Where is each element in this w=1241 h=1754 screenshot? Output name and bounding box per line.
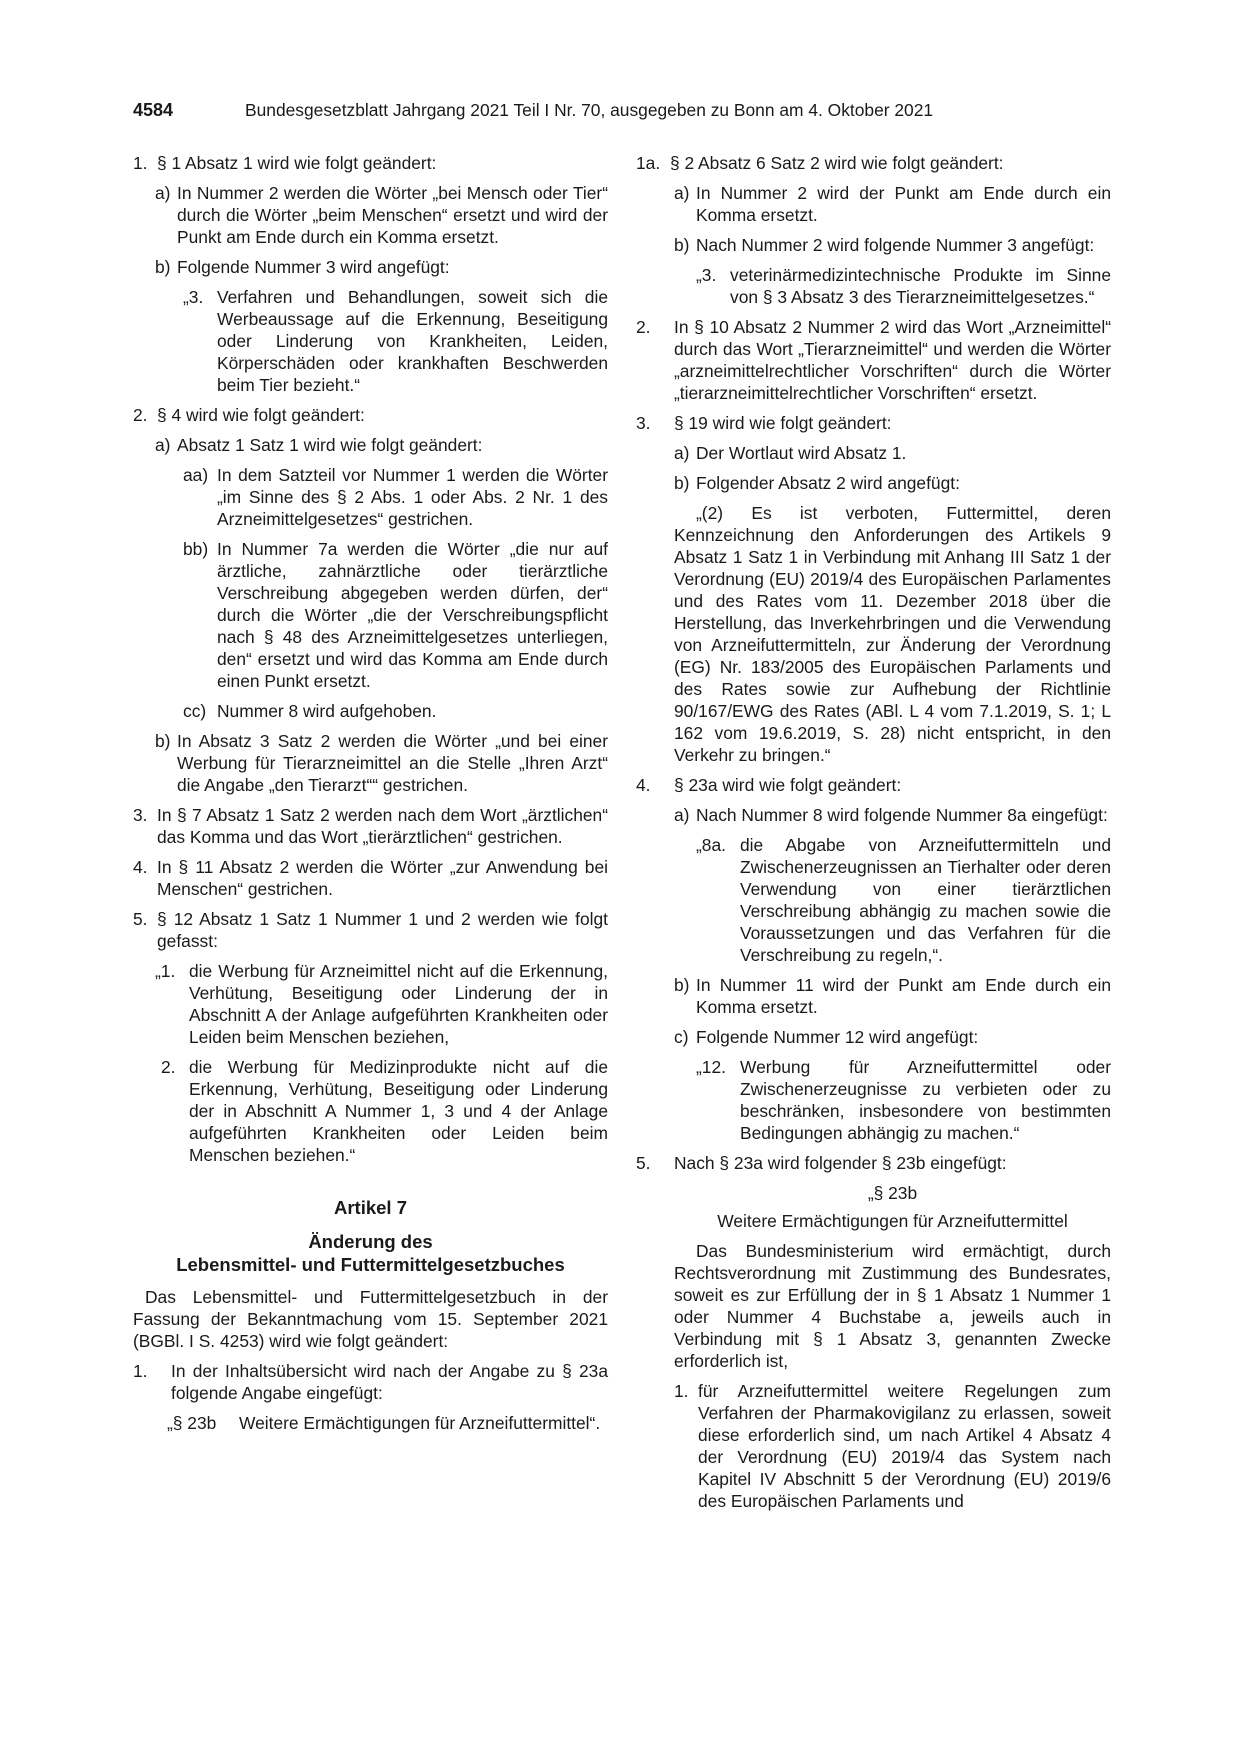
item-text: Werbung für Arzneifuttermittel oder Zwischenerzeugnisse zu verbieten oder zu beschränken, insbesondere von bestimmten Bedingungen abhängig zu machen.“ [740, 1057, 1111, 1143]
item-text: In der Inhaltsübersicht wird nach der Angabe zu § 23a folgende Angabe eingefügt: [171, 1361, 608, 1403]
item-text: In Nummer 7a werden die Wörter „die nur auf ärztliche, zahnärztliche oder tierärztliche Verschreibung abgegeben werden dürfen, der“ durch die Wörter „die der Verschreibungspflicht nach § 48 des Arzneimittelgesetzes unterliegen, den“ ersetzt und wird das Komma am Ende durch einen Punkt ersetzt. [217, 539, 608, 691]
item-text: für Arzneifuttermittel weitere Regelungen zum Verfahren der Pharmakovigilanz zu erlassen, soweit diese erforderlich sind, um nach Artikel 4 Absatz 4 der Verordnung (EU) 2019/4 das System nach Kapitel IV Abschnitt 5 der Verordnung (EU) 2019/6 des Europäischen Parlaments und [698, 1381, 1111, 1511]
item-text: In Nummer 2 wird der Punkt am Ende durch ein Komma ersetzt. [696, 183, 1111, 225]
list-item [155, 730, 608, 796]
item-label: „1. [155, 961, 176, 981]
item-text: Folgender Absatz 2 wird angefügt: [696, 473, 960, 493]
quoted-item [155, 960, 608, 1048]
item-text: In § 10 Absatz 2 Nummer 2 wird das Wort „Arzneimittel“ durch das Wort „Tierarzneimittel“ und werden die Wörter „arzneimittelrechtlicher Vorschriften“ durch die Wörter „tierarzneimittelrechtlicher Vorschriften“ ersetzt. [674, 317, 1111, 403]
item-label: c) [674, 1027, 689, 1047]
item-text: In Nummer 2 werden die Wörter „bei Mensch oder Tier“ durch die Wörter „beim Menschen“ ersetzt und wird der Punkt am Ende durch ein Komma ersetzt. [177, 183, 608, 247]
list-item [636, 1152, 1111, 1174]
item-text: Nach § 23a wird folgender § 23b eingefügt: [674, 1153, 1007, 1173]
section-heading: „§ 23b [867, 1183, 918, 1203]
quoted-item [696, 264, 1111, 308]
item-label: a) [674, 805, 690, 825]
item-text: § 1 Absatz 1 wird wie folgt geändert: [157, 153, 437, 173]
item-text: § 19 wird wie folgt geändert: [674, 413, 892, 433]
list-item [674, 1380, 1111, 1512]
list-item [674, 442, 1111, 464]
article-subtitle [133, 1230, 608, 1276]
page-number: 4584 [133, 100, 174, 120]
list-item [636, 152, 1111, 174]
item-label: 3. [133, 805, 148, 825]
item-text: In dem Satzteil vor Nummer 1 werden die Wörter „im Sinne des § 2 Abs. 1 oder Abs. 2 Nr. 1 des Arzneimittelgesetzes“ gestrichen. [217, 465, 608, 529]
item-label: a) [674, 183, 690, 203]
item-label: 1. [133, 1361, 148, 1381]
quoted-item [696, 1056, 1111, 1144]
item-label: b) [674, 975, 690, 995]
item-label: 3. [636, 413, 651, 433]
item-label: bb) [183, 539, 209, 559]
section-intro: Das Bundesministerium wird ermächtigt, durch Rechtsverordnung mit Zustimmung des Bundesrates, soweit es zur Erfüllung der in § 1 Absatz 1 Nummer 1 oder Nummer 4 Buchstabe a, jeweils auch in Verbindung mit § 1 Absatz 3, genannten Zwecke erforderlich ist, [674, 1241, 1111, 1371]
item-text: Weitere Ermächtigungen für Arzneifuttermittel“. [239, 1413, 601, 1433]
item-text: In Absatz 3 Satz 2 werden die Wörter „und bei einer Werbung für Tierarzneimittel an die Stelle „Ihren Arzt“ die Angabe „den Tierarzt““ gestrichen. [177, 731, 608, 795]
quoted-item [696, 834, 1111, 966]
list-item [155, 256, 608, 278]
item-text: Nummer 8 wird aufgehoben. [217, 701, 437, 721]
item-text: die Werbung für Medizinprodukte nicht auf die Erkennung, Verhütung, Beseitigung oder Linderung der in Abschnitt A Nummer 1, 3 und 4 der Anlage aufgeführten Krankheiten oder Leiden beim Menschen beziehen.“ [189, 1057, 608, 1165]
item-text: § 12 Absatz 1 Satz 1 Nummer 1 und 2 werden wie folgt gefasst: [157, 909, 608, 951]
quoted-paragraph: „(2) Es ist verboten, Futtermittel, deren Kennzeichnung den Anforderungen des Artikels 9 Absatz 1 Satz 1 in Verbindung mit Anhang III Satz 1 der Verordnung (EU) 2019/4 des Europäischen Parlamentes und des Rates vom 11. Dezember 2018 über die Herstellung, das Inverkehrbringen und die Verwendung von Arzneifuttermitteln, zur Änderung der Verordnung (EG) Nr. 183/2005 des Europäischen Parlaments und des Rates sowie zur Aufhebung der Richtlinie 90/167/EWG des Rates (ABl. L 4 vom 7.1.2019, S. 1; L 162 vom 19.6.2019, S. 28) nicht entspricht, in den Verkehr zu bringen.“ [674, 503, 1111, 765]
item-text: Der Wortlaut wird Absatz 1. [696, 443, 907, 463]
item-label: aa) [183, 465, 209, 485]
item-text: veterinärmedizintechnische Produkte im Sinne von § 3 Absatz 3 des Tierarzneimittelgesetzes.“ [730, 265, 1111, 307]
item-text: In § 11 Absatz 2 werden die Wörter „zur Anwendung bei Menschen“ gestrichen. [157, 857, 608, 899]
list-item [674, 182, 1111, 226]
item-label: 5. [636, 1153, 651, 1173]
item-label: „12. [696, 1057, 726, 1077]
list-item [674, 472, 1111, 494]
list-item [133, 404, 608, 426]
list-item [636, 774, 1111, 796]
list-item [636, 412, 1111, 434]
item-text: Folgende Nummer 3 wird angefügt: [177, 257, 450, 277]
quoted-item [167, 1412, 608, 1434]
section-title: Weitere Ermächtigungen für Arzneifuttermittel [717, 1211, 1068, 1231]
item-text: Folgende Nummer 12 wird angefügt: [696, 1027, 979, 1047]
item-label: 4. [636, 775, 651, 795]
list-item [155, 434, 608, 456]
left-column [133, 152, 608, 1442]
item-label: 1a. [636, 153, 661, 173]
item-label: b) [155, 257, 171, 277]
list-item [133, 908, 608, 952]
list-item [133, 152, 608, 174]
list-item [133, 856, 608, 900]
quoted-item [183, 286, 608, 396]
quoted-item [155, 1056, 608, 1166]
item-text: § 2 Absatz 6 Satz 2 wird wie folgt geändert: [670, 153, 1004, 173]
item-label: 2. [161, 1057, 176, 1077]
list-item [183, 700, 608, 722]
list-item [183, 464, 608, 530]
item-text: Nach Nummer 8 wird folgende Nummer 8a eingefügt: [696, 805, 1108, 825]
running-head: Bundesgesetzblatt Jahrgang 2021 Teil I Nr. 70, ausgegeben zu Bonn am 4. Oktober 2021 [245, 100, 934, 120]
item-text: § 4 wird wie folgt geändert: [157, 405, 365, 425]
item-label: a) [155, 183, 171, 203]
list-item [133, 804, 608, 848]
list-item [183, 538, 608, 692]
item-label: „3. [183, 287, 204, 307]
item-label: 4. [133, 857, 148, 877]
item-text: Absatz 1 Satz 1 wird wie folgt geändert: [177, 435, 483, 455]
list-item [636, 316, 1111, 404]
item-text: Verfahren und Behandlungen, soweit sich die Werbeaussage auf die Erkennung, Beseitigung oder Linderung von Krankheiten, Leiden, Körperschäden oder krankhaften Beschwerden beim Tier bezieht.“ [217, 287, 608, 395]
item-label: b) [674, 235, 690, 255]
item-text: § 23a wird wie folgt geändert: [674, 775, 902, 795]
item-label: 5. [133, 909, 148, 929]
article-intro: Das Lebensmittel- und Futtermittelgesetzbuch in der Fassung der Bekanntmachung vom 15. September 2021 (BGBl. I S. 4253) wird wie folgt geändert: [133, 1287, 608, 1351]
item-label: „§ 23b [167, 1413, 217, 1433]
item-text: Nach Nummer 2 wird folgende Nummer 3 angefügt: [696, 235, 1095, 255]
item-text: In § 7 Absatz 1 Satz 2 werden nach dem Wort „ärztlichen“ das Komma und das Wort „tierärztlichen“ gestrichen. [157, 805, 608, 847]
item-text: die Werbung für Arzneimittel nicht auf die Erkennung, Verhütung, Beseitigung oder Linderung der in Abschnitt A der Anlage aufgeführten Krankheiten oder Leiden beim Menschen beziehen, [189, 961, 608, 1047]
item-label: cc) [183, 701, 207, 721]
list-item [674, 1026, 1111, 1048]
item-label: „8a. [696, 835, 726, 855]
item-label: b) [674, 473, 690, 493]
item-label: 1. [674, 1381, 689, 1401]
item-label: 1. [133, 153, 148, 173]
list-item [133, 1360, 608, 1404]
list-item [674, 804, 1111, 826]
list-item [674, 974, 1111, 1018]
item-text: In Nummer 11 wird der Punkt am Ende durch ein Komma ersetzt. [696, 975, 1111, 1017]
item-label: b) [155, 731, 171, 751]
item-label: 2. [636, 317, 651, 337]
article-title: Artikel 7 [333, 1197, 407, 1218]
list-item [155, 182, 608, 248]
item-label: „3. [696, 265, 717, 285]
item-label: a) [155, 435, 171, 455]
item-label: a) [674, 443, 690, 463]
list-item [674, 234, 1111, 256]
article-subtitle-line1: Änderung des [308, 1231, 433, 1252]
item-label: 2. [133, 405, 148, 425]
article-subtitle-line2: Lebensmittel- und Futtermittelgesetzbuches [176, 1254, 565, 1275]
item-text: die Abgabe von Arzneifuttermitteln und Zwischenerzeugnissen an Tierhalter oder deren Verwendung von einer tierärztlichen Verschreibung abhängig zu machen sowie die Voraussetzungen und das Verfahren für die Verschreibung zu regeln,“. [740, 835, 1111, 965]
right-column [636, 152, 1111, 1520]
